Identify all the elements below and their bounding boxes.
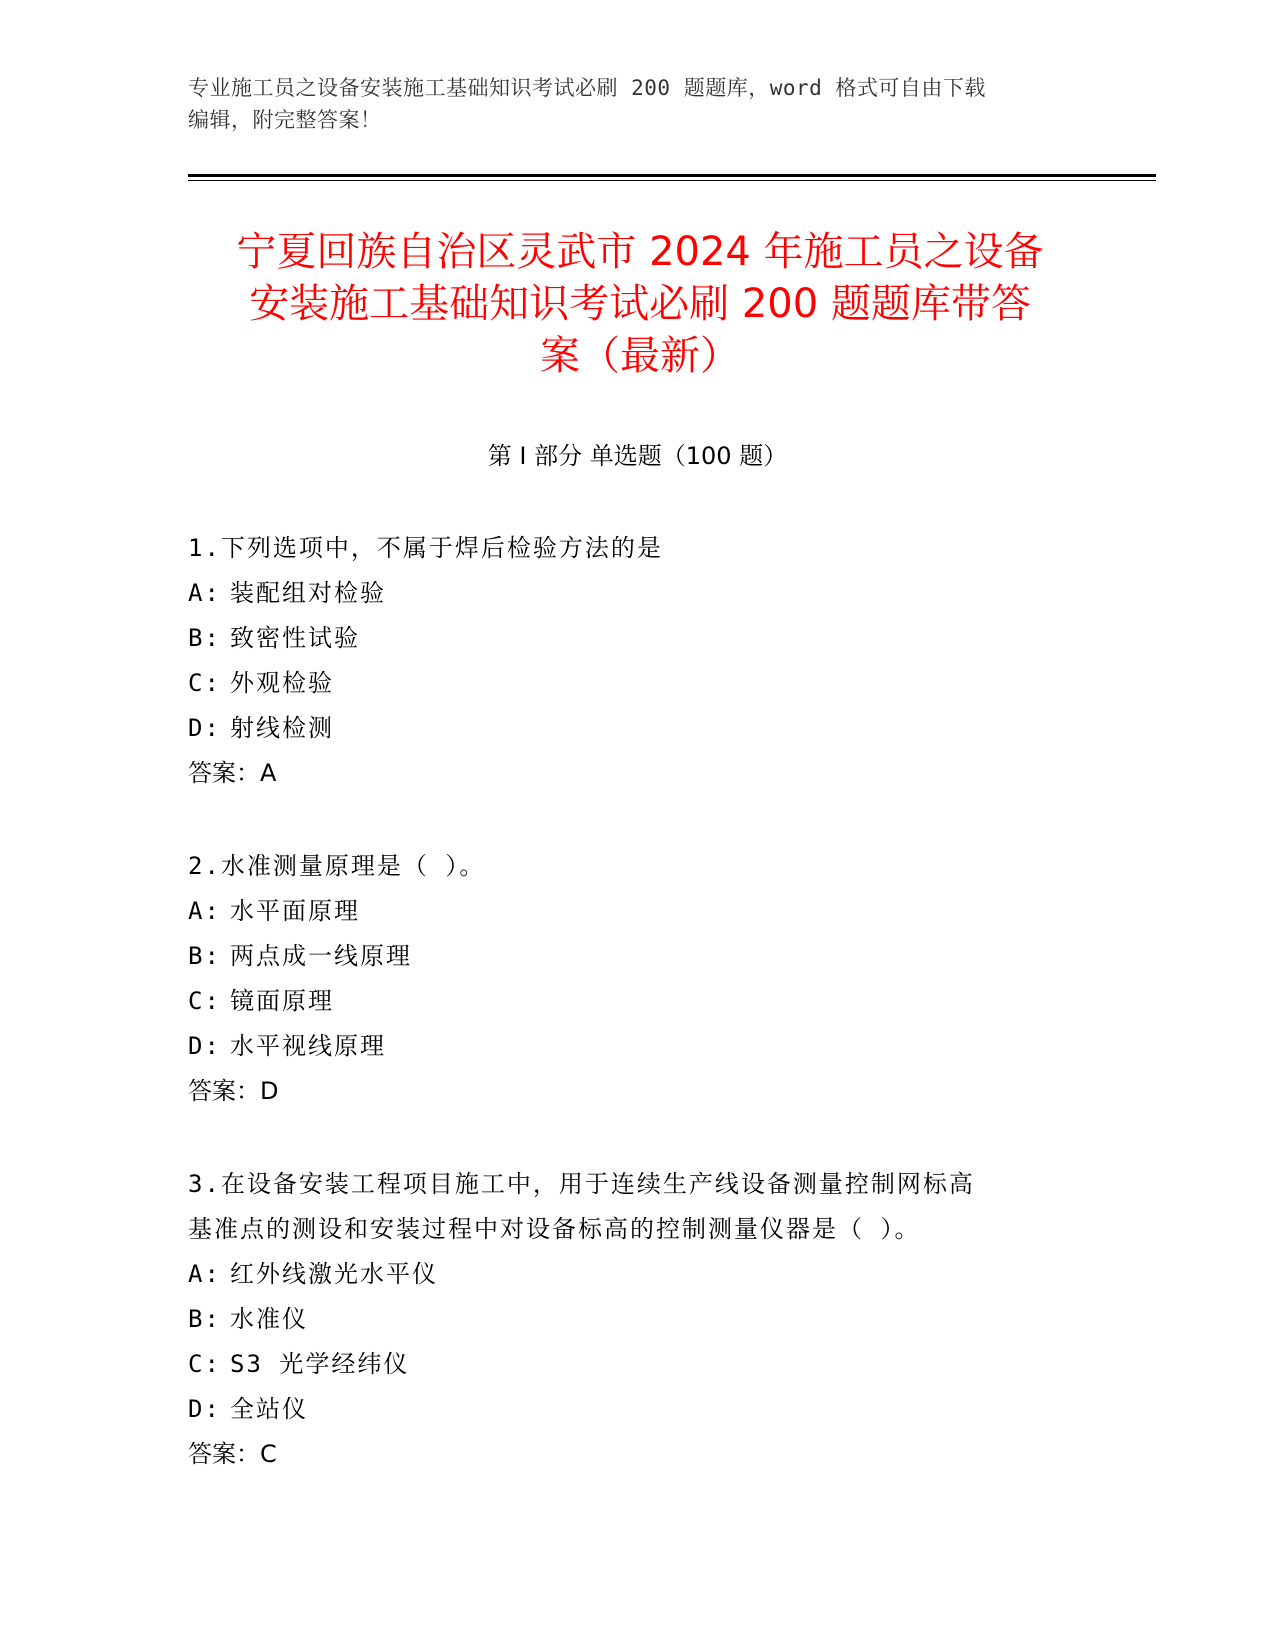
option-c <box>188 979 1088 1024</box>
option-text: 全站仪 <box>230 1395 308 1423</box>
option-text: 射线检测 <box>230 714 334 742</box>
option-text: 致密性试验 <box>230 624 360 652</box>
option-text: 镜面原理 <box>230 987 334 1015</box>
option-text: 水平面原理 <box>230 897 360 925</box>
option-key: B: <box>188 624 221 652</box>
header-divider-thin <box>188 180 1156 181</box>
option-text: 水准仪 <box>230 1305 308 1333</box>
question-stem-continued: 基准点的测设和安装过程中对设备标高的控制测量仪器是（ ）。 <box>188 1215 921 1243</box>
option-d <box>188 1024 1088 1069</box>
option-a <box>188 889 1088 934</box>
option-text: 两点成一线原理 <box>230 942 412 970</box>
option-b <box>188 934 1088 979</box>
document-header <box>188 72 1088 136</box>
option-key: A: <box>188 1260 221 1288</box>
answer: 答案：C <box>188 1440 277 1468</box>
option-text: S3 光学经纬仪 <box>230 1350 410 1378</box>
question-1 <box>188 526 1088 796</box>
option-key: D: <box>188 1395 221 1423</box>
option-key: B: <box>188 1305 221 1333</box>
option-d <box>188 1387 1088 1432</box>
section-title: 第 I 部分 单选题（100 题） <box>487 442 788 470</box>
option-key: C: <box>188 1350 221 1378</box>
option-text: 外观检验 <box>230 669 334 697</box>
option-c <box>188 1342 1088 1387</box>
answer: 答案：A <box>188 759 277 787</box>
option-key: A: <box>188 897 221 925</box>
question-2 <box>188 844 1088 1114</box>
option-a <box>188 571 1088 616</box>
question-3 <box>188 1162 1088 1477</box>
option-d <box>188 706 1088 751</box>
title-line-2: 安装施工基础知识考试必刷 200 题题库带答 <box>249 281 1031 327</box>
title-line-3: 案（最新） <box>540 333 740 379</box>
answer: 答案：D <box>188 1077 279 1105</box>
option-key: A: <box>188 579 221 607</box>
option-a <box>188 1252 1088 1297</box>
document-title <box>150 226 1130 382</box>
header-line-1: 专业施工员之设备安装施工基础知识考试必刷 200 题题库，word 格式可自由下载 <box>188 76 986 100</box>
option-key: D: <box>188 1032 221 1060</box>
question-stem: 2.水准测量原理是（ ）。 <box>188 852 486 880</box>
option-key: C: <box>188 987 221 1015</box>
option-text: 水平视线原理 <box>230 1032 386 1060</box>
title-line-1: 宁夏回族自治区灵武市 2024 年施工员之设备 <box>236 229 1044 275</box>
option-key: D: <box>188 714 221 742</box>
option-text: 红外线激光水平仪 <box>230 1260 438 1288</box>
option-b <box>188 616 1088 661</box>
question-stem: 1.下列选项中，不属于焊后检验方法的是 <box>188 534 663 562</box>
option-key: C: <box>188 669 221 697</box>
header-divider-thick <box>188 174 1156 177</box>
option-c <box>188 661 1088 706</box>
header-line-2: 编辑，附完整答案！ <box>188 108 382 132</box>
question-stem: 3.在设备安装工程项目施工中，用于连续生产线设备测量控制网标高 <box>188 1170 975 1198</box>
option-key: B: <box>188 942 221 970</box>
option-text: 装配组对检验 <box>230 579 386 607</box>
option-b <box>188 1297 1088 1342</box>
